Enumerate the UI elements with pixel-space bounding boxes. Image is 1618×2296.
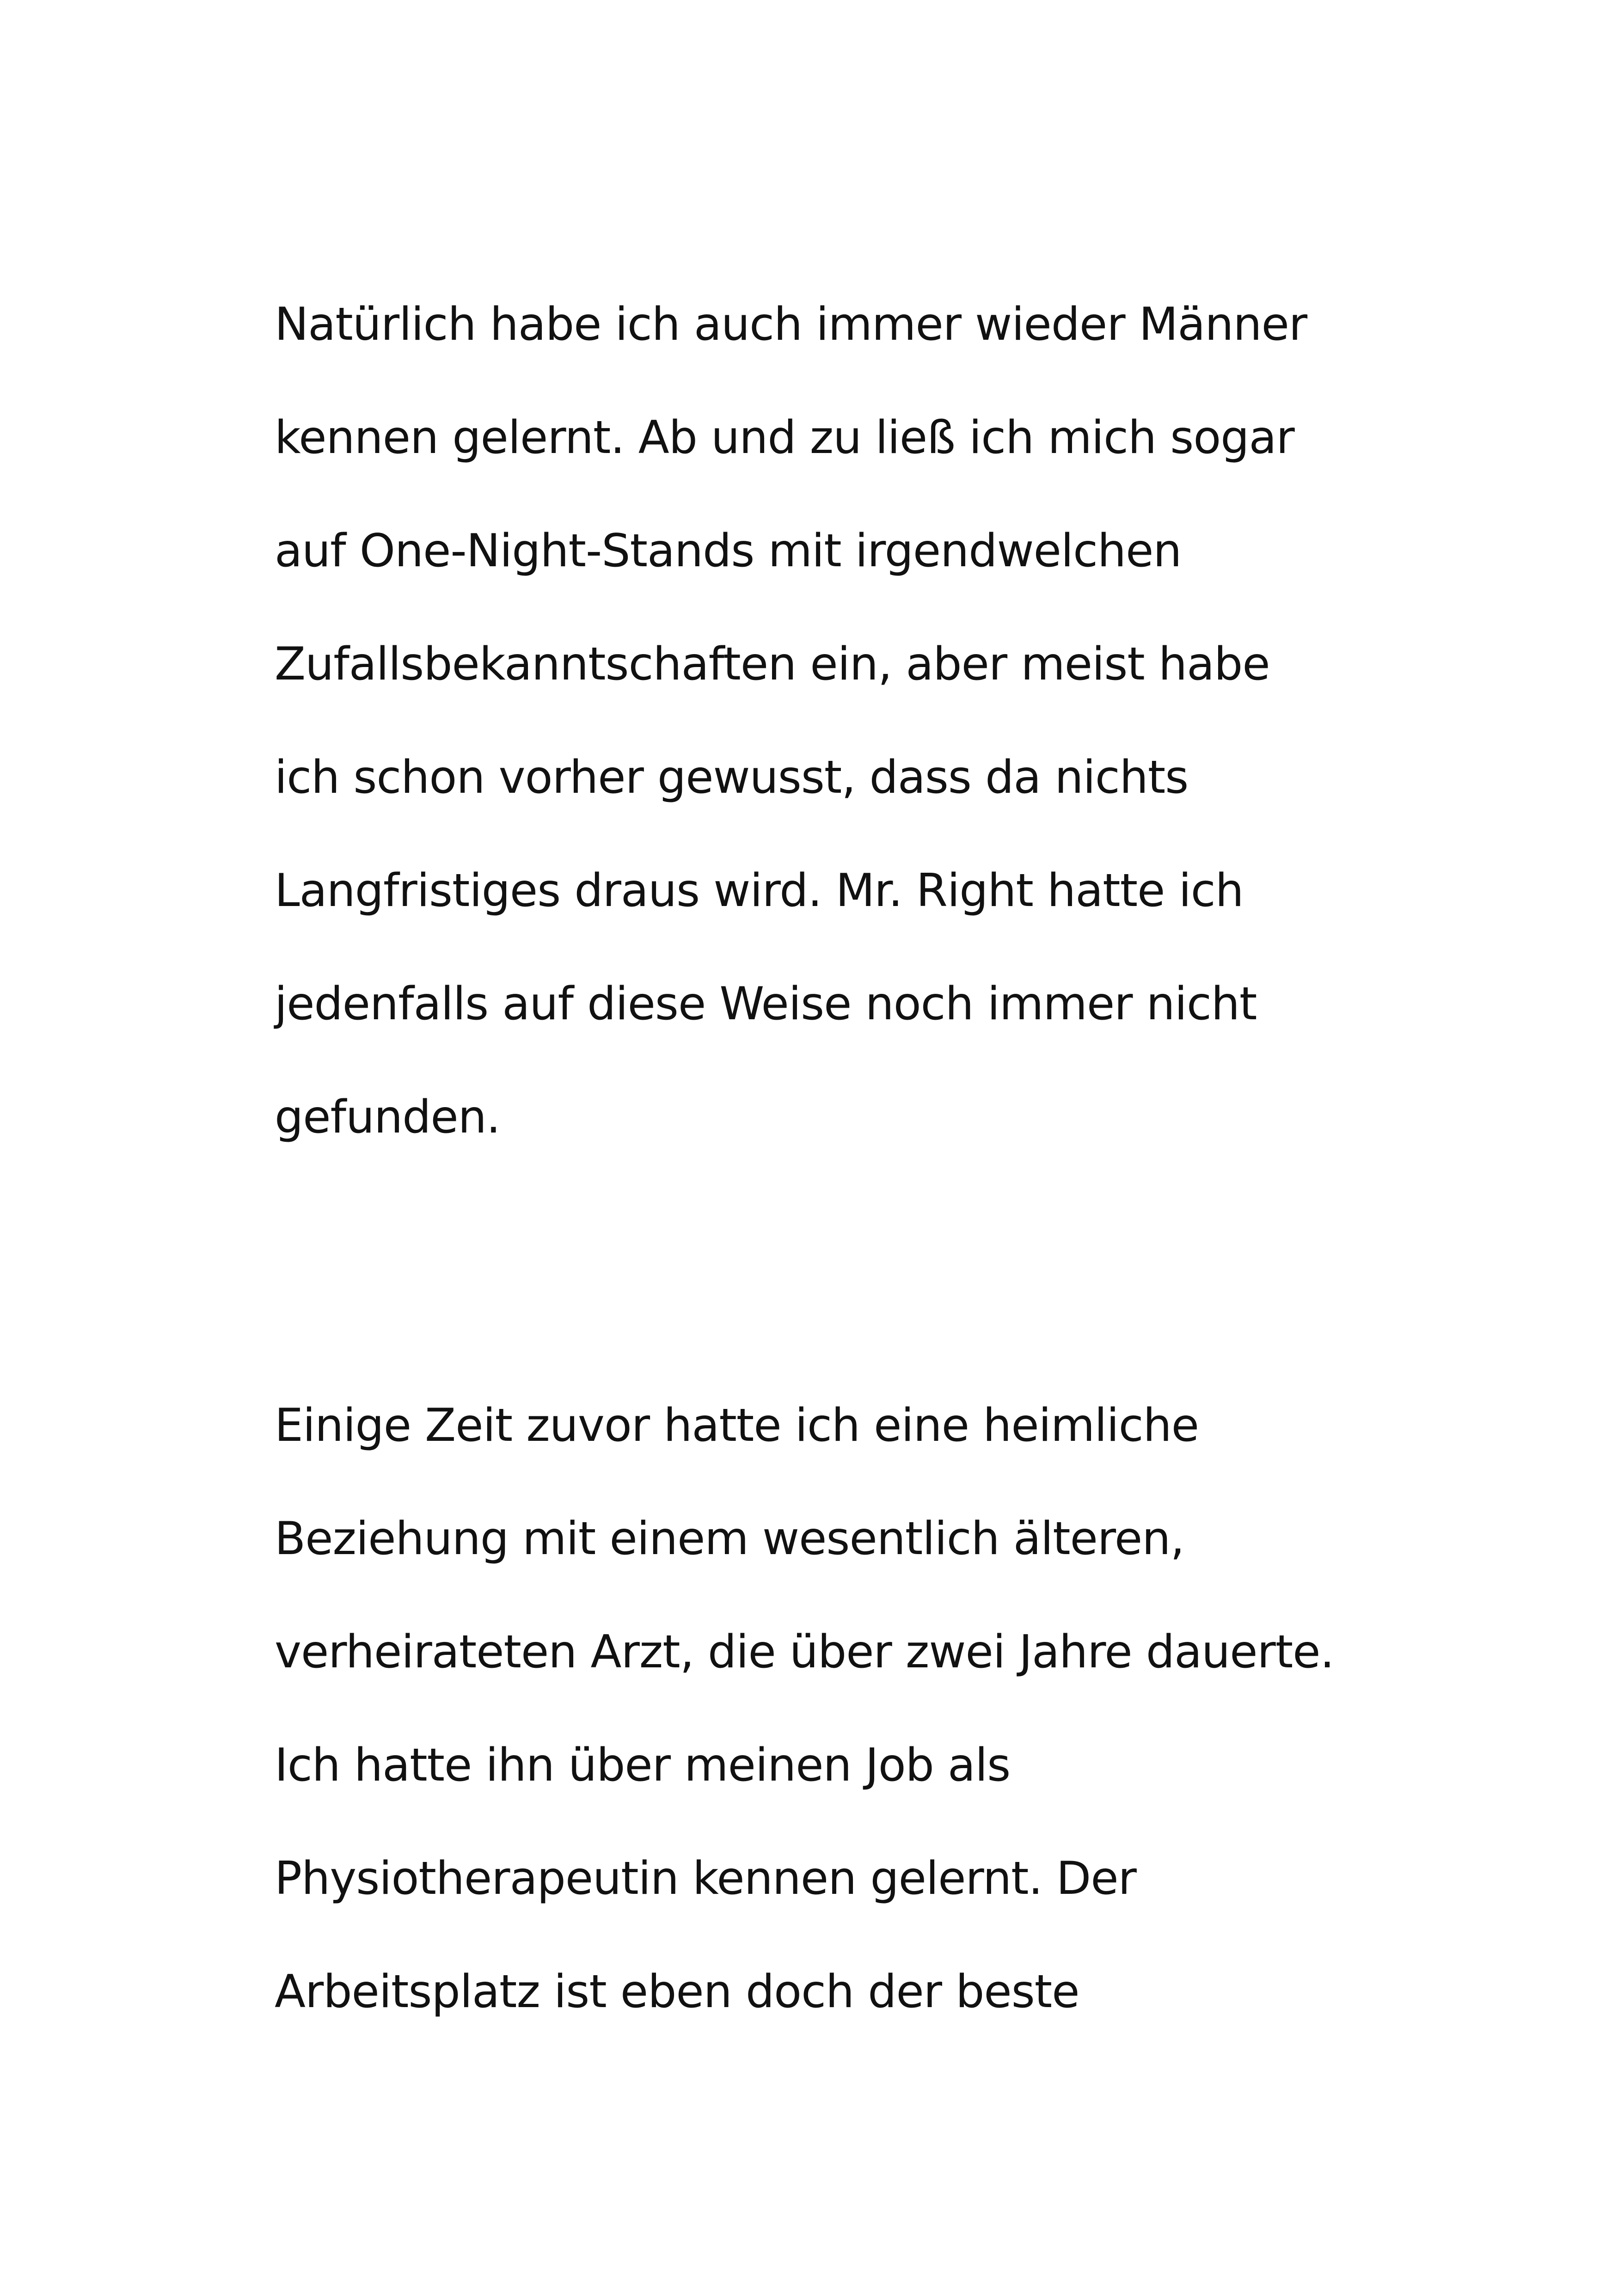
text-line: auf One-Night-Stands mit irgendwelchen [275, 525, 1182, 577]
text-line: verheirateten Arzt, die über zwei Jahre dauerte. [275, 1626, 1334, 1678]
text-line: Physiotherapeutin kennen gelernt. Der [275, 1852, 1136, 1905]
paragraph-2 [275, 1369, 1523, 2049]
text-line: Natürlich habe ich auch immer wieder Männer [275, 298, 1307, 351]
text-line: Langfristiges draus wird. Mr. Right hatte ich [275, 864, 1244, 917]
text-line: Einige Zeit zuvor hatte ich eine heimliche [275, 1399, 1199, 1452]
text-line: gefunden. [275, 1091, 500, 1144]
text-line: Ich hatte ihn über meinen Job als [275, 1739, 1011, 1792]
text-line: Arbeitsplatz ist eben doch der beste [275, 1965, 1079, 2018]
text-line: ich schon vorher gewusst, dass da nichts [275, 751, 1189, 804]
text-line: Beziehung mit einem wesentlich älteren, [275, 1512, 1184, 1565]
paragraph-1 [275, 268, 1523, 1174]
text-line: jedenfalls auf diese Weise noch immer nicht [275, 978, 1257, 1030]
text-line: kennen gelernt. Ab und zu ließ ich mich sogar [275, 411, 1294, 464]
text-line: Zufallsbekanntschaften ein, aber meist habe [275, 638, 1270, 691]
